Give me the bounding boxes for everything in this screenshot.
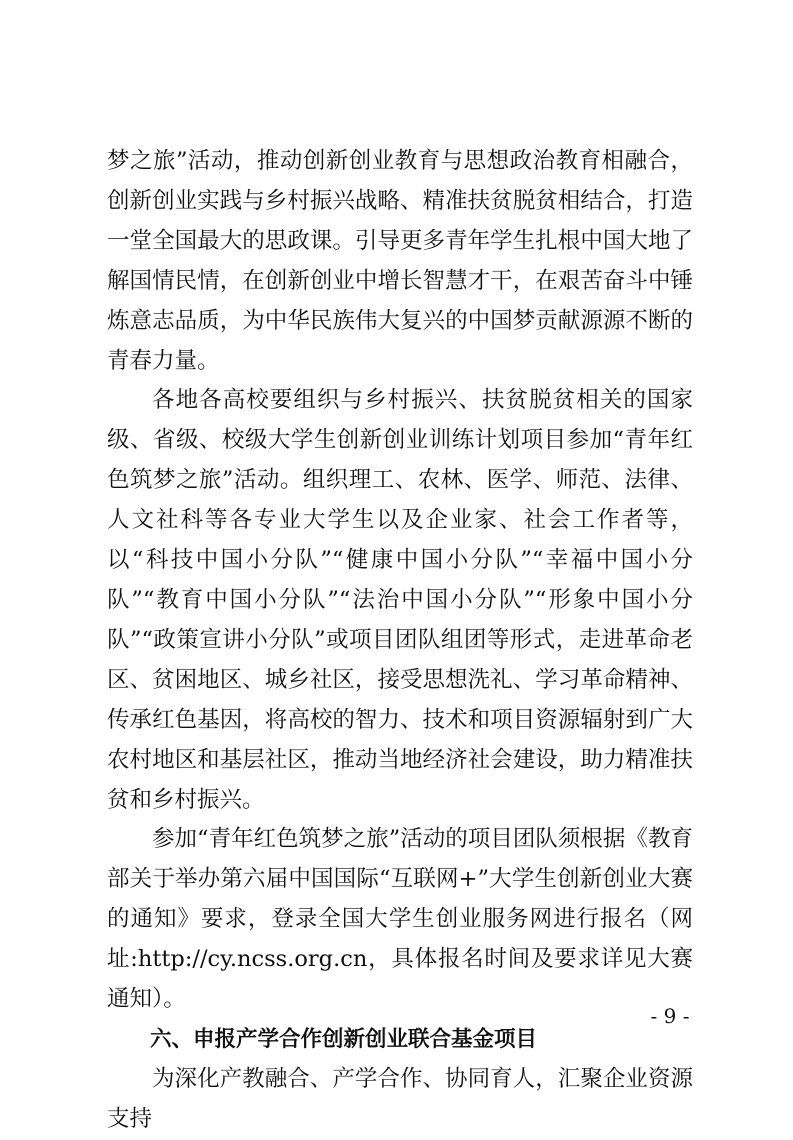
section-heading: 六、申报产学合作创新创业联合基金项目 <box>150 1026 538 1052</box>
document-body <box>107 142 693 1140</box>
paragraph-organization: 各地各高校要组织与乡村振兴、扶贫脱贫相关的国家级、省级、校级大学生创新创业训练计划项目参加“青年红色筑梦之旅”活动。组织理工、农林、医学、师范、法律、人文社科等各专业大学生以及企业家、社会工作者等，以“科技中国小分队”“健康中国小分队”“幸福中国小分队”“教育中国小分队”“法治中国小分队”“形象中国小分队”“政策宣讲小分队”或项目团队组团等形式，走进革命老区、贫困地区、城乡社区，接受思想洗礼、学习革命精神、传承红色基因，将高校的智力、技术和项目资源辐射到广大农村地区和基层社区，推动当地经济社会建设，助力精准扶贫和乡村振兴。 <box>107 387 693 813</box>
paragraph-continuation: 梦之旅”活动，推动创新创业教育与思想政治教育相融合，创新创业实践与乡村振兴战略、精准扶贫脱贫相结合，打造一堂全国最大的思政课。引导更多青年学生扎根中国大地了解国情民情，在创新创业中增长智慧才干，在艰苦奋斗中锤炼意志品质，为中华民族伟大复兴的中国梦贡献源源不断的青春力量。 <box>107 148 693 374</box>
page-number: - 9 - <box>650 1004 690 1028</box>
paragraph-registration: 参加“青年红色筑梦之旅”活动的项目团队须根据《教育部关于举办第六届中国国际“互联网+”大学生创新创业大赛的通知》要求，登录全国大学生创业服务网进行报名（网址:http://cy.ncss.org.cn，具体报名时间及要求详见大赛通知）。 <box>107 826 693 1013</box>
paragraph-fund: 为深化产教融合、产学合作、协同育人，汇聚企业资源支持 <box>107 1065 693 1132</box>
